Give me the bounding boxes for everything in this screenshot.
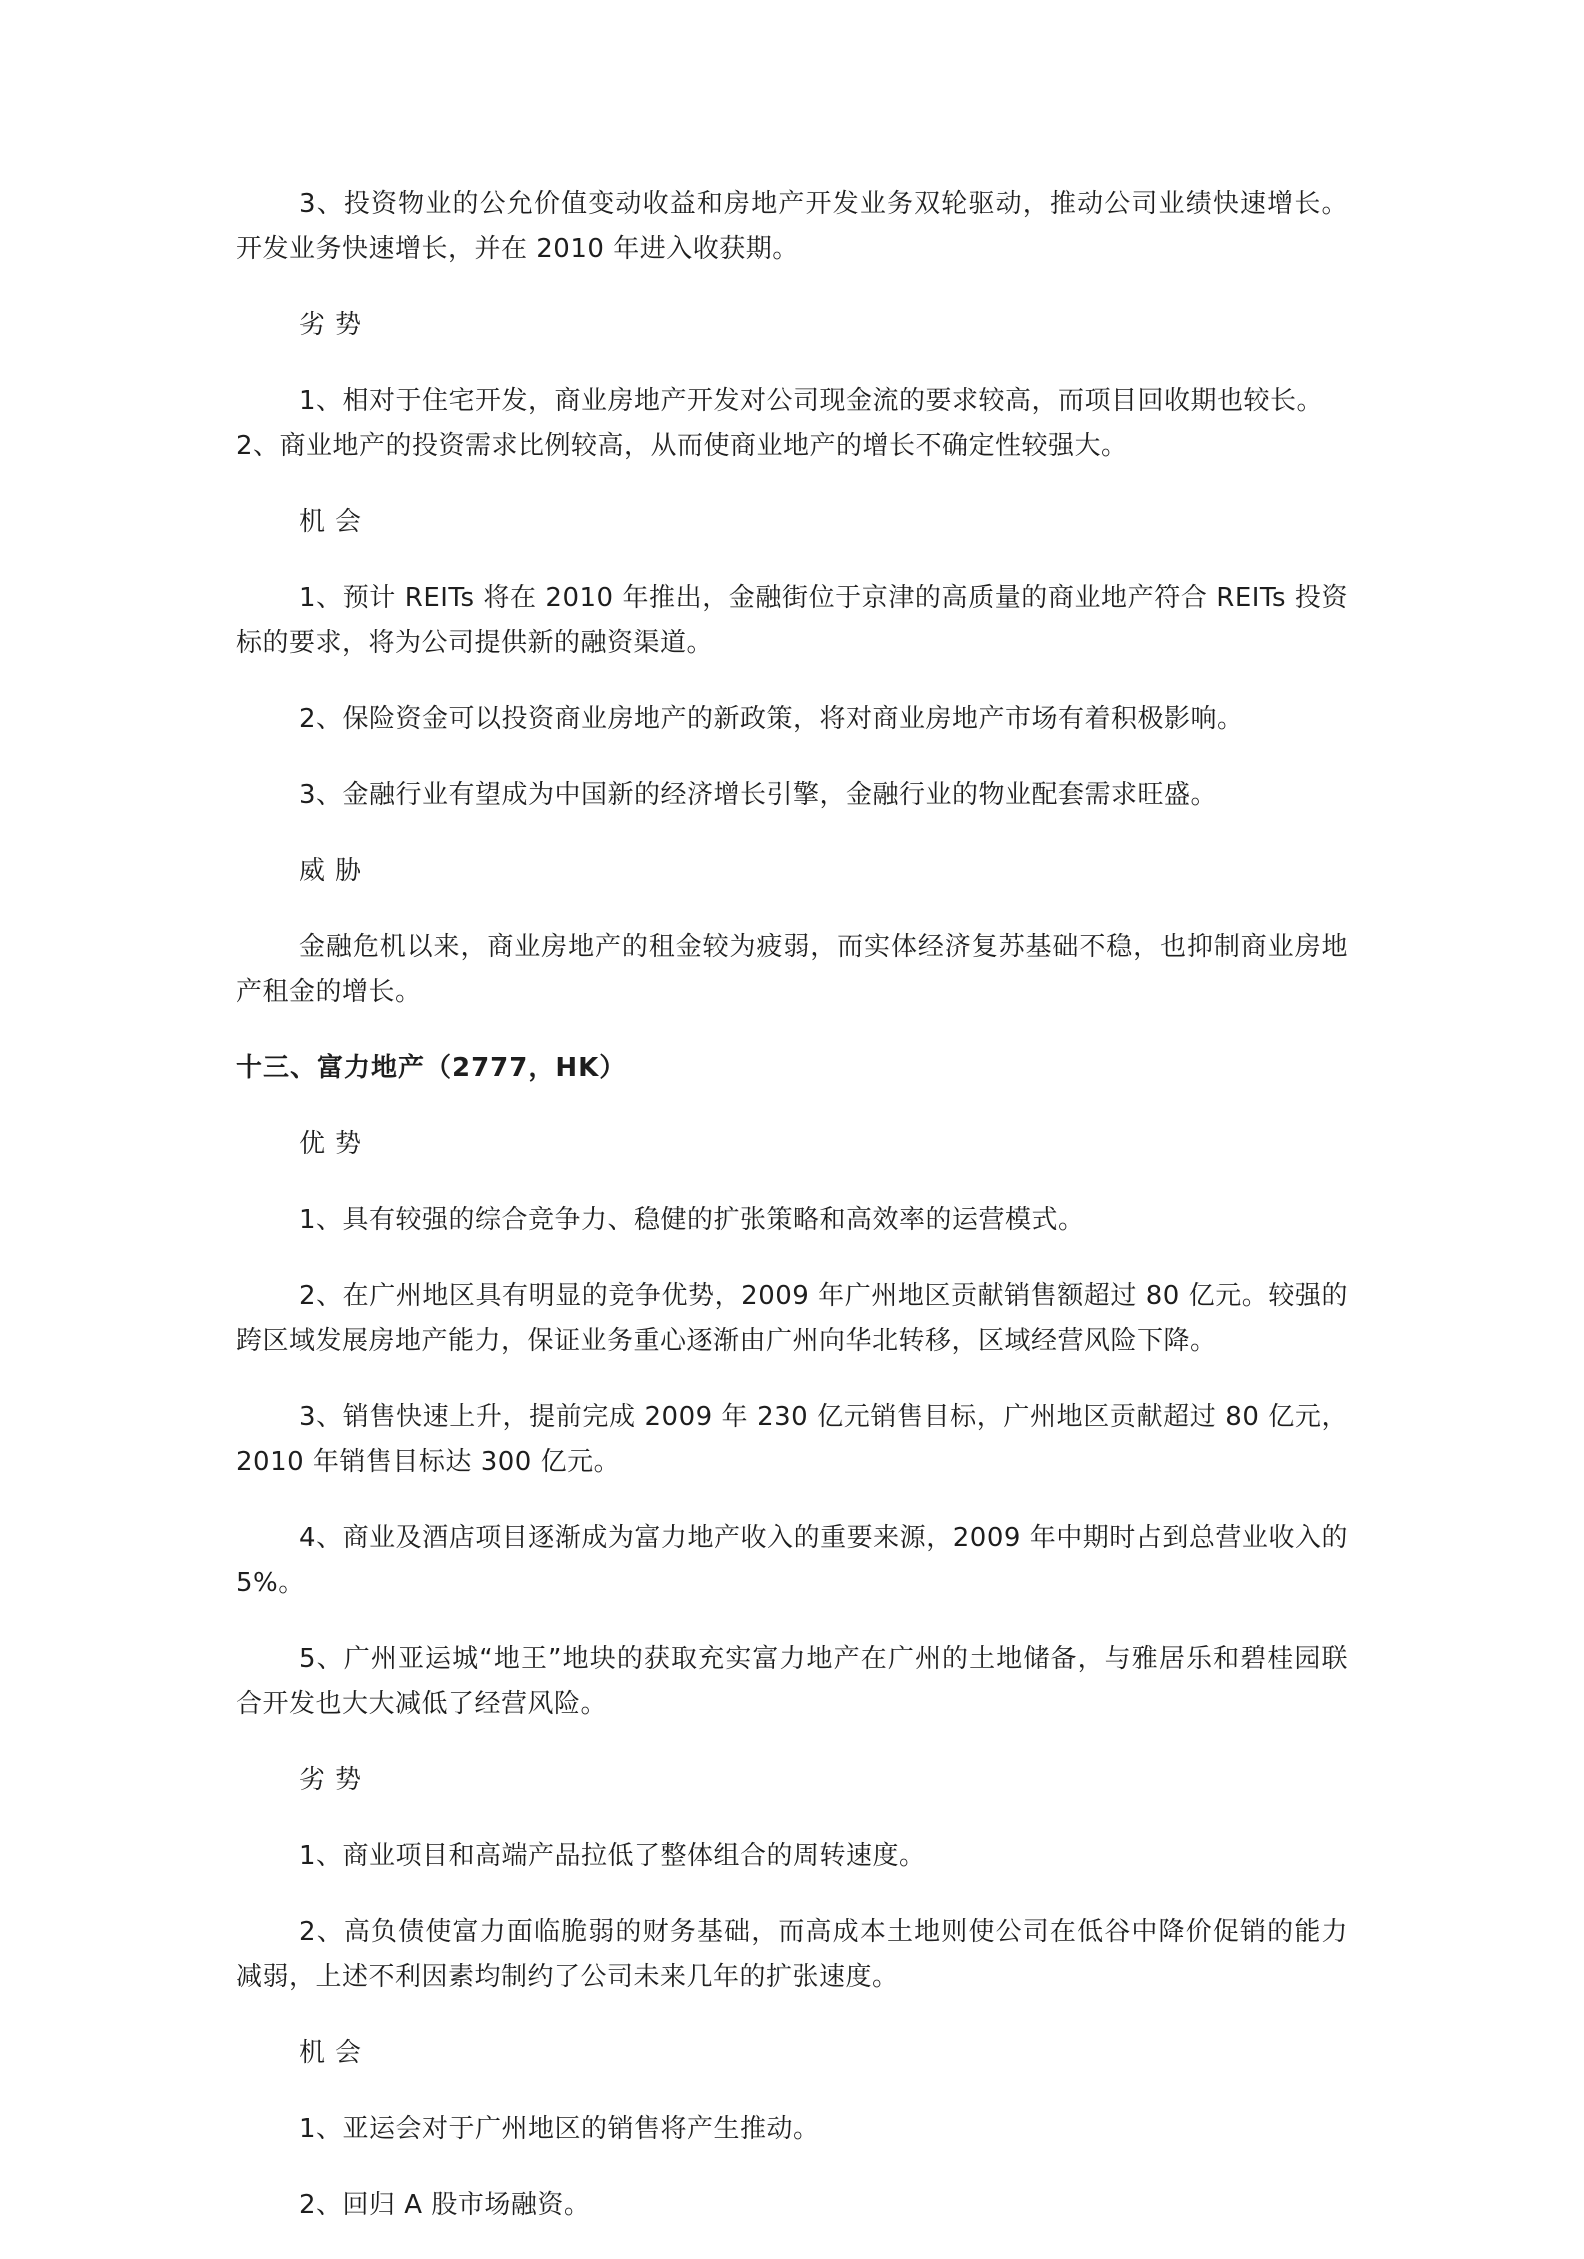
- document-page: [236, 182, 1357, 2259]
- paragraph: 1、商业项目和高端产品拉低了整体组合的周转速度。: [299, 1841, 926, 1871]
- subheading-opportunity: 机会: [299, 2038, 372, 2068]
- paragraph: 3、销售快速上升，提前完成 2009 年 230 亿元销售目标，广州地区贡献超过 80 亿元，2010 年销售目标达 300 亿元。: [236, 1402, 1348, 1477]
- paragraph: 2、回归 A 股市场融资。: [299, 2190, 591, 2220]
- paragraph: 1、预计 REITs 将在 2010 年推出，金融街位于京津的高质量的商业地产符合 REITs 投资标的要求，将为公司提供新的融资渠道。: [236, 583, 1348, 658]
- paragraph: 3、金融行业有望成为中国新的经济增长引擎，金融行业的物业配套需求旺盛。: [299, 780, 1218, 810]
- paragraph: 4、商业及酒店项目逐渐成为富力地产收入的重要来源，2009 年中期时占到总营业收入的 5%。: [236, 1523, 1357, 1598]
- subheading-opportunity: 机会: [299, 507, 372, 537]
- paragraph: 2、高负债使富力面临脆弱的财务基础，而高成本土地则使公司在低谷中降价促销的能力减弱，上述不利因素均制约了公司未来几年的扩张速度。: [236, 1917, 1348, 1992]
- subheading-strength: 优势: [299, 1129, 372, 1159]
- paragraph: 3、投资物业的公允价值变动收益和房地产开发业务双轮驱动，推动公司业绩快速增长。开发业务快速增长，并在 2010 年进入收获期。: [236, 189, 1348, 264]
- paragraph: 金融危机以来，商业房地产的租金较为疲弱，而实体经济复苏基础不稳，也抑制商业房地产租金的增长。: [236, 932, 1348, 1007]
- paragraph: 2、在广州地区具有明显的竞争优势，2009 年广州地区贡献销售额超过 80 亿元。较强的跨区域发展房地产能力，保证业务重心逐渐由广州向华北转移，区域经营风险下降。: [236, 1281, 1348, 1356]
- section-title: 十三、富力地产（2777，HK）: [236, 1053, 627, 1083]
- subheading-weakness: 劣势: [299, 310, 372, 340]
- subheading-weakness: 劣势: [299, 1765, 372, 1795]
- paragraph: 1、具有较强的综合竞争力、稳健的扩张策略和高效率的运营模式。: [299, 1205, 1085, 1235]
- paragraph: 2、商业地产的投资需求比例较高，从而使商业地产的增长不确定性较强大。: [236, 431, 1128, 461]
- paragraph: 1、亚运会对于广州地区的销售将产生推动。: [299, 2114, 820, 2144]
- paragraph: 2、保险资金可以投资商业房地产的新政策，将对商业房地产市场有着积极影响。: [299, 704, 1244, 734]
- subheading-threat: 威胁: [299, 856, 372, 886]
- paragraph: 1、相对于住宅开发，商业房地产开发对公司现金流的要求较高，而项目回收期也较长。: [299, 386, 1324, 416]
- paragraph: 5、广州亚运城“地王”地块的获取充实富力地产在广州的土地储备，与雅居乐和碧桂园联合开发也大大减低了经营风险。: [236, 1644, 1348, 1719]
